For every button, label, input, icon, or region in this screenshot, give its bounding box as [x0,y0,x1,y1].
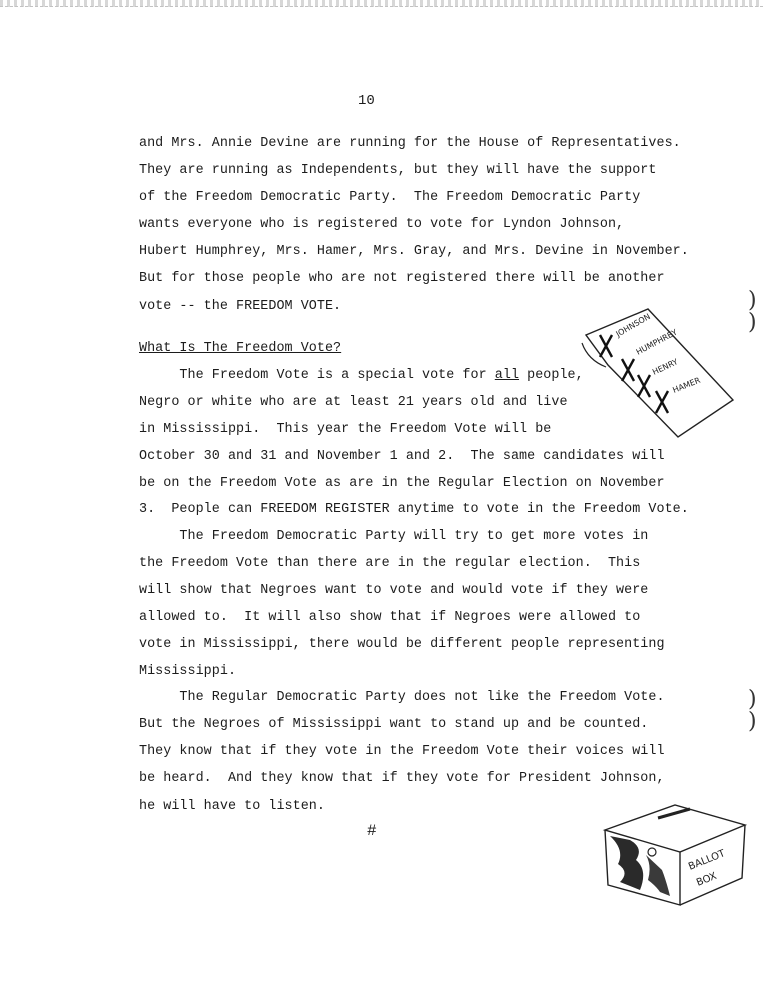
text-line-4: wants everyone who is registered to vote for Lyndon Johnson, [139,217,625,232]
text-line-21: But the Negroes of Mississippi want to stand up and be counted. [139,717,649,732]
text-line-6: But for those people who are not registered there will be another [139,271,665,286]
underlined-word-all: all [494,368,520,383]
ballot-name-2: HUMPHREY [634,327,679,357]
text-line-5: Hubert Humphrey, Mrs. Hamer, Mrs. Gray, and Mrs. Devine in November. [139,244,689,259]
text-line-7: vote -- the FREEDOM VOTE. [139,299,342,314]
text-line-22: They know that if they vote in the Freedom Vote their voices will [139,744,665,759]
text-line-2: They are running as Independents, but they will have the support [139,163,657,178]
margin-bracket-bottom-2: ) [748,709,757,734]
ballot-box-label-2: BOX [695,870,719,889]
text-line-24: he will have to listen. [139,799,325,814]
text-line-13: 3. People can FREEDOM REGISTER anytime to vote in the Freedom Vote. [139,502,689,517]
section-heading: What Is The Freedom Vote? [139,341,342,356]
ballot-name-1: JOHNSON [614,311,652,339]
text-line-23: be heard. And they know that if they vote for President Johnson, [139,771,665,786]
text-line-20: The Regular Democratic Party does not like the Freedom Vote. [139,690,665,705]
padlock-icon [648,848,656,856]
ballot-box-label-1: BALLOT [687,848,727,873]
check-mark-4 [656,391,668,413]
text-line-8-end: people, [519,368,584,383]
text-line-18: vote in Mississippi, there would be different people representing [139,637,665,652]
text-line-14: The Freedom Democratic Party will try to get more votes in [139,529,649,544]
text-line-16: will show that Negroes want to vote and would vote if they were [139,583,649,598]
check-mark-2 [622,359,634,381]
text-line-9: Negro or white who are at least 21 years old and live [139,395,568,410]
text-line-12: be on the Freedom Vote as are in the Regular Election on November [139,476,665,491]
text-line-10: in Mississippi. This year the Freedom Vote will be [139,422,552,437]
ballot-box-sketch [600,800,750,910]
page-number: 10 [358,93,375,109]
text-line-17: allowed to. It will also show that if Negroes were allowed to [139,610,641,625]
text-line-19: Mississippi. [139,664,237,679]
text-line-3: of the Freedom Democratic Party. The Freedom Democratic Party [139,190,641,205]
margin-bracket-bottom: ) [748,687,757,712]
margin-bracket-top-2: ) [748,310,757,335]
ballot-sketch [578,305,748,445]
page-top-edge [0,0,763,7]
box-shading [610,836,643,890]
text-line-8 [139,368,584,383]
text-line-8-start: The Freedom Vote is a special vote for [139,368,495,383]
text-line-11: October 30 and 31 and November 1 and 2. The same candidates will [139,449,665,464]
text-line-15: the Freedom Vote than there are in the regular election. This [139,556,641,571]
text-line-1: and Mrs. Annie Devine are running for the House of Representatives. [139,136,681,151]
end-mark: # [367,822,377,840]
check-mark-1 [600,335,612,357]
ballot-name-4: HAMER [671,375,702,395]
check-mark-3 [638,375,650,397]
margin-bracket-top: ) [748,288,757,313]
ballot-name-3: HENRY [651,357,680,377]
